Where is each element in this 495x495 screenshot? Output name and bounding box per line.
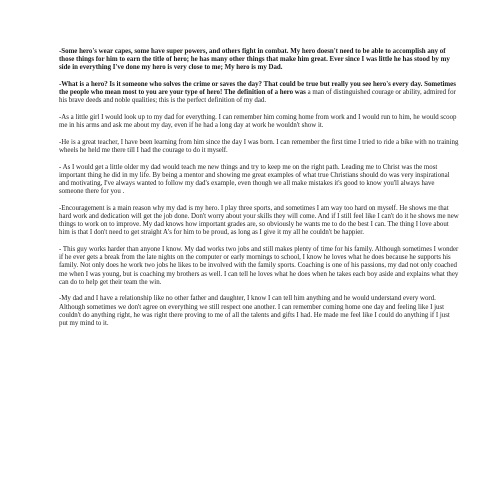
- paragraph-text: -My dad and I have a relationship like no other father and daughter, I know I can tell him anything and he would understand every word. Although sometimes we don't agree on everything we still respect one another. I can remember coming home one day and feeling like I just couldn't do anything right, he was right there proving to me of all the talents and gifts I had. He made me feel like I could do anything if I just put my mind to it.: [59, 295, 450, 328]
- paragraph-definition: [59, 81, 459, 106]
- paragraph-hard-worker: [59, 246, 459, 287]
- document-page: [59, 48, 459, 337]
- paragraph-text: - As I would get a little older my dad would teach me new things and try to keep me on the right path. Leading me to Christ was the most important thing he did in my life. By being a mentor and showing me great examples of what true Christians should do was very inspirational and motivating, I've always wanted to follow my dad's example, even though we all make mistakes it's good to know you'll always have someone there for you .: [59, 163, 450, 196]
- paragraph-text: - This guy works harder than anyone I know. My dad works two jobs and still makes plenty of time for his family. Although sometimes I wonder if he ever gets a break from the late nights on the computer or early mornings to school, I know he loves what he does because he supports his family. Not only does he work two jobs he likes to be involved with the family sports. Coaching is one of his passions, my dad not only coached me when I was young, but is coaching my brothers as well. I can tell he loves what he does when he takes each boy aside and explains what they can do to help get their team the win.: [59, 246, 459, 286]
- paragraph-text: -As a little girl I would look up to my dad for everything. I can remember him coming home from work and I would run to him, he would scoop me in his arms and ask me about my day, even if he had a long day at work he wouldn't show it.: [59, 114, 457, 130]
- paragraph-encouragement: [59, 205, 459, 238]
- paragraph-relationship: [59, 295, 459, 328]
- paragraph-mentor: [59, 164, 459, 197]
- paragraph-little-girl: [59, 114, 459, 130]
- paragraph-bold-text: -Some hero's wear capes, some have super powers, and others fight in combat. My hero doesn't need to be able to accomplish any of those things for him to earn the title of hero; he has many other things that make him great. Ever since I was little he has stood by my side in everything I've done my hero is very close to me; My hero is my Dad.: [59, 48, 450, 72]
- paragraph-intro: [59, 48, 459, 73]
- paragraph-bold-text: -What is a hero? Is it someone who solves the crime or saves the day? That could be true but really you see hero's every day. Sometimes the people who mean most to you are your type of hero! The definition of a hero was: [59, 81, 456, 97]
- paragraph-text: -He is a great teacher, I have been learning from him since the day I was born. I can remember the first time I tried to ride a bike with no training wheels he held me there till I had the courage to do it myself.: [59, 138, 459, 154]
- paragraph-text: a man of distinguished courage or ability, admired for his brave deeds and noble qualities; this is the perfect definition of my dad.: [59, 89, 456, 105]
- paragraph-teacher: [59, 139, 459, 155]
- paragraph-text: -Encouragement is a main reason why my dad is my hero. I play three sports, and sometimes I am way too hard on myself. He shows me that hard work and dedication will get the job done. Don't worry about your skills they will come. And if I still feel like I can't do it he shows me new things to work on to improve. My dad knows how important grades are, so obviously he wants me to do the best I can. The thing I love about him is that I don't need to get straight A's for him to be proud, as long as I give it my all he couldn't be happier.: [59, 204, 459, 237]
